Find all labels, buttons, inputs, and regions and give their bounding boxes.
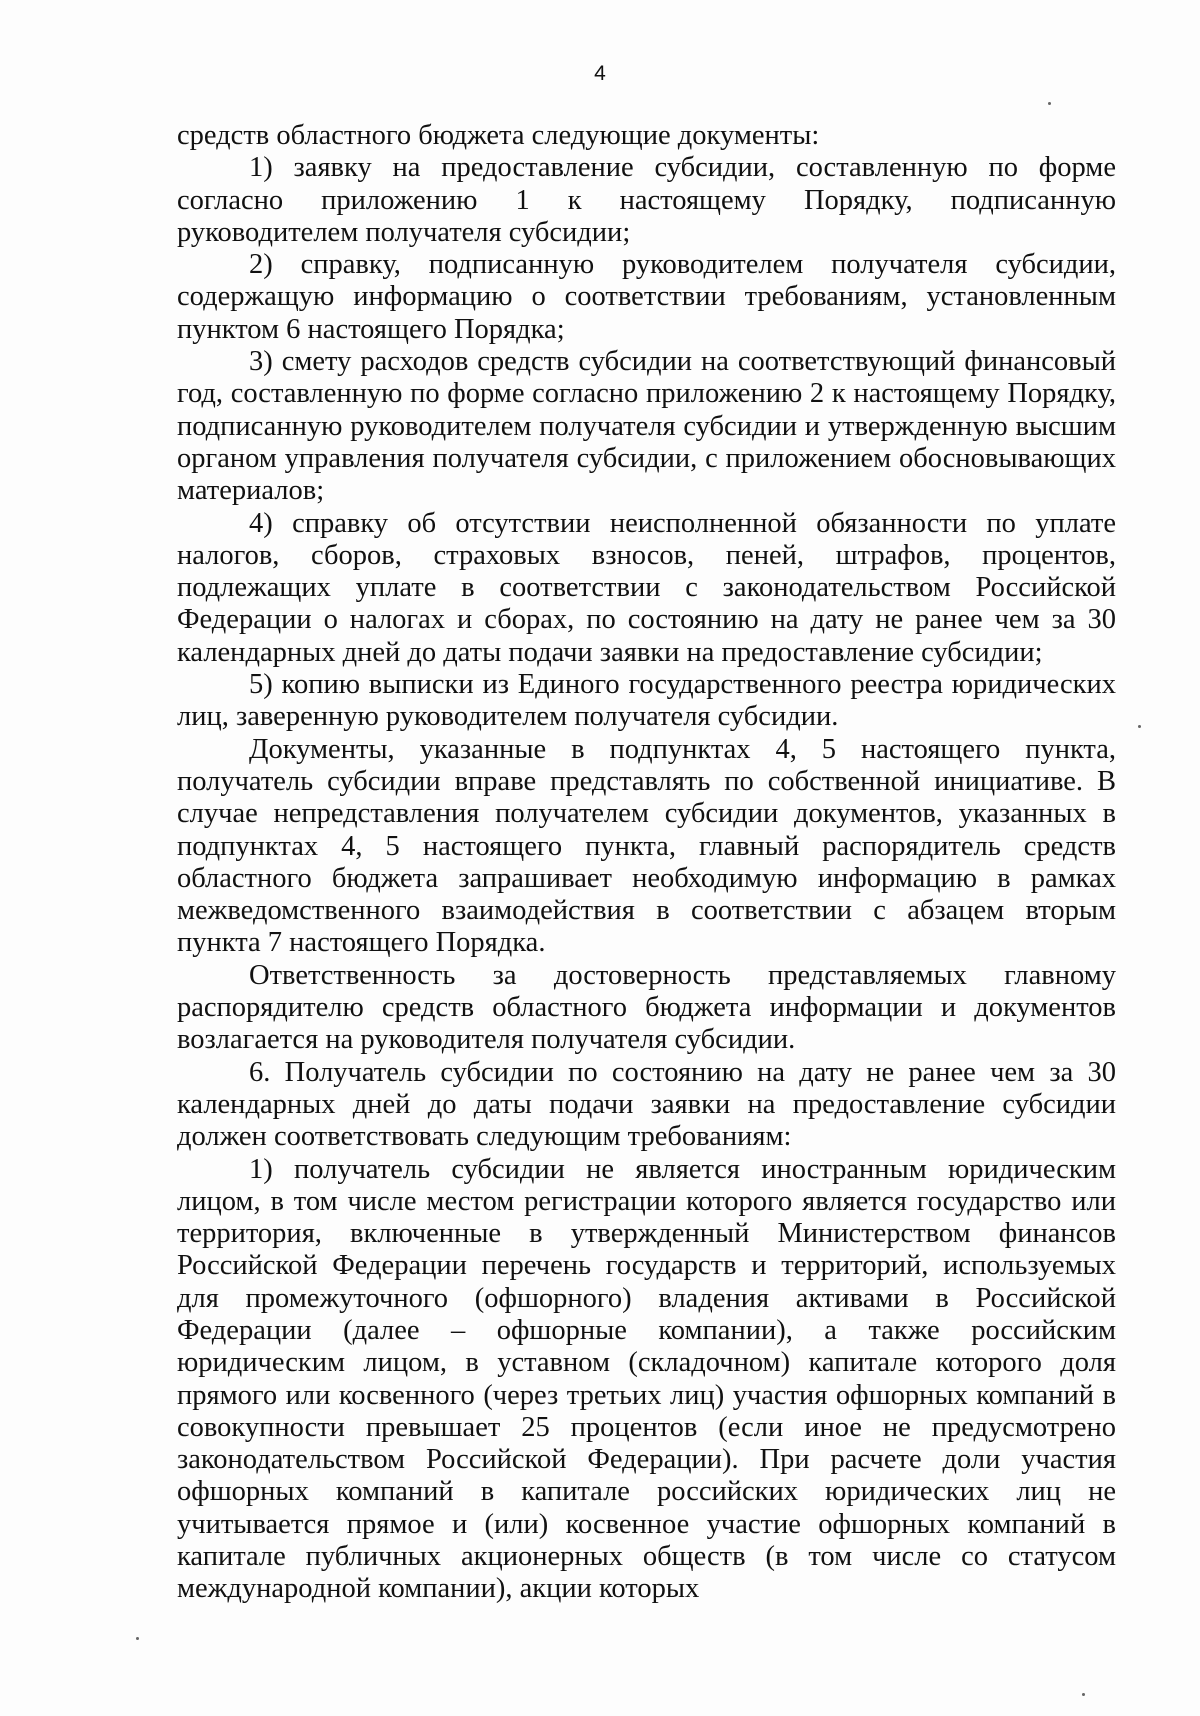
- paragraph-continuation: средств областного бюджета следующие документы:: [177, 120, 820, 151]
- scan-speck: [1138, 725, 1141, 728]
- document-body: [177, 120, 1116, 1606]
- paragraph-item-2-certificate: 2) справку, подписанную руководителем получателя субсидии, содержащую информацию о соответствии требованиям, установленным пунктом 6 настоящего Порядка;: [177, 249, 1116, 345]
- paragraph-section-6-requirements: 6. Получатель субсидии по состоянию на дату не ранее чем за 30 календарных дней до даты подачи заявки на предоставление субсидии должен соответствовать следующим требованиям:: [177, 1056, 1116, 1153]
- paragraph-item-3-estimate: 3) смету расходов средств субсидии на соответствующий финансовый год, составленную по форме согласно приложению 2 к настоящему Порядку, подписанную руководителем получателя субсидии и утвержденную высшим органом управления получателя субсидии, с приложением обосновывающих материалов;: [177, 346, 1116, 507]
- paragraph-item-5-registry-extract: 5) копию выписки из Единого государственного реестра юридических лиц, заверенную руководителем получателя субсидии.: [177, 669, 1116, 733]
- paragraph-requirement-1-offshore: 1) получатель субсидии не является иностранным юридическим лицом, в том числе местом регистрации которого является государство или территория, включенные в утвержденный Министерством финансов Российской Федерации перечень государств и территорий, используемых для промежуточного (офшорного) владения активами в Российской Федерации (далее – офшорные компании), а также российским юридическим лицом, в уставном (складочном) капитале которого доля прямого или косвенного (через третьих лиц) участия офшорных компаний в совокупности превышает 25 процентов (если иное не предусмотрено законодательством Российской Федерации). При расчете доли участия офшорных компаний в капитале российских юридических лиц не учитывается прямое и (или) косвенное участие офшорных компаний в капитале публичных акционерных обществ (в том числе со статусом международной компании), акции которых: [177, 1153, 1116, 1605]
- scan-speck: [1048, 102, 1051, 105]
- paragraph-responsibility: Ответственность за достоверность представляемых главному распорядителю средств областного бюджета информации и документов возлагается на руководителя получателя субсидии.: [177, 959, 1116, 1056]
- paragraph-item-1-application: 1) заявку на предоставление субсидии, составленную по форме согласно приложению 1 к настоящему Порядку, подписанную руководителем получателя субсидии;: [177, 152, 1116, 248]
- paragraph-item-4-tax-certificate: 4) справку об отсутствии неисполненной обязанности по уплате налогов, сборов, страховых взносов, пеней, штрафов, процентов, подлежащих уплате в соответствии с законодательством Российской Федерации о налогах и сборах, по состоянию на дату не ранее чем за 30 календарных дней до даты подачи заявки на предоставление субсидии;: [177, 507, 1116, 668]
- scan-speck: [1082, 1693, 1085, 1696]
- page-number: 4: [594, 62, 606, 85]
- scan-speck: [136, 1637, 139, 1640]
- paragraph-documents-submission: Документы, указанные в подпунктах 4, 5 настоящего пункта, получатель субсидии вправе представлять по собственной инициативе. В случае непредставления получателем субсидии документов, указанных в подпунктах 4, 5 настоящего пункта, главный распорядитель средств областного бюджета запрашивает необходимую информацию в рамках межведомственного взаимодействия в соответствии с абзацем вторым пункта 7 настоящего Порядка.: [177, 733, 1116, 959]
